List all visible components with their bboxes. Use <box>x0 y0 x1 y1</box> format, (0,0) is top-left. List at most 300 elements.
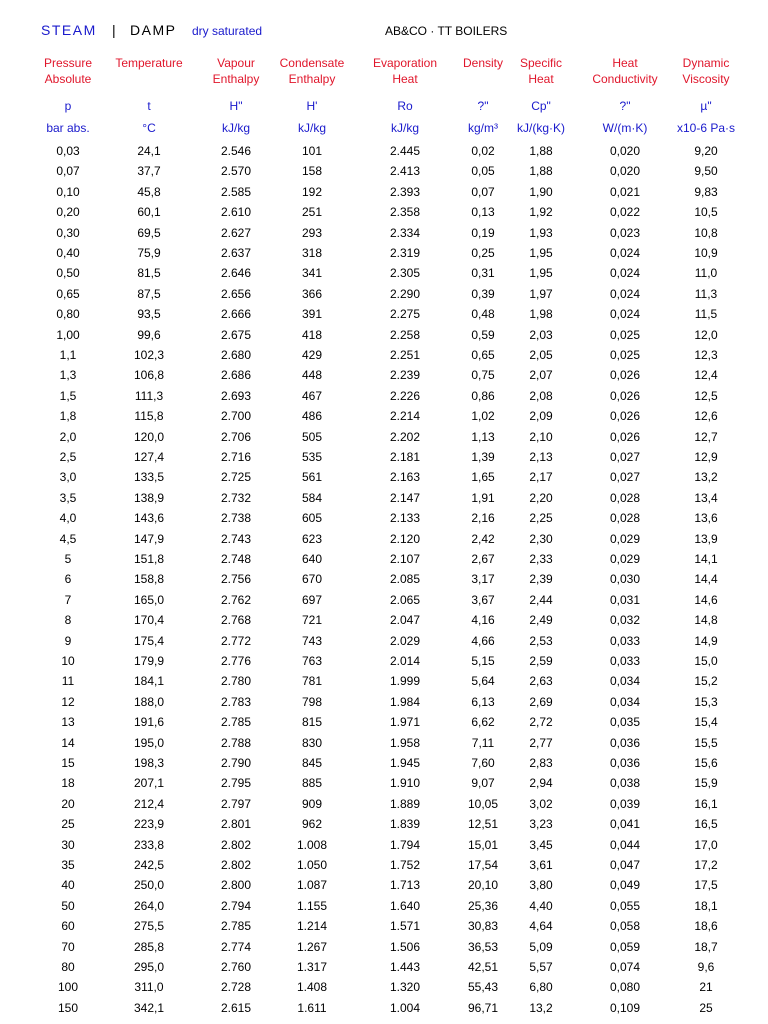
table-cell: 0,033 <box>609 633 641 648</box>
table-cell: 697 <box>301 592 323 607</box>
table-cell: 1,02 <box>471 409 495 424</box>
table-cell: 99,6 <box>137 327 161 342</box>
table-cell: 75,9 <box>137 246 161 260</box>
table-cell: 2.226 <box>389 388 421 403</box>
table-cell: 0,40 <box>56 246 80 260</box>
table-cell: 184,1 <box>133 674 165 689</box>
table-cell: 2,77 <box>529 735 553 750</box>
column-symbol: ?" <box>619 99 631 113</box>
table-cell: 0,029 <box>609 552 641 566</box>
table-cell: 10,5 <box>694 205 718 220</box>
table-cell: 0,65 <box>56 286 80 301</box>
table-cell: 2,72 <box>529 715 553 730</box>
table-cell: 17,54 <box>467 858 499 872</box>
table-cell: 0,029 <box>609 531 641 546</box>
table-cell: 0,026 <box>609 368 641 383</box>
table-cell: 2,08 <box>529 388 553 403</box>
table-cell: 2.788 <box>220 735 252 750</box>
table-cell: 12,4 <box>694 368 718 383</box>
table-cell: 151,8 <box>133 552 165 566</box>
table-cell: 0,50 <box>56 266 80 281</box>
table-cell: 115,8 <box>134 409 164 424</box>
table-cell: 1.320 <box>389 980 421 995</box>
table-cell: 318 <box>301 246 323 260</box>
table-cell: 1.640 <box>389 898 421 913</box>
table-cell: 2.776 <box>220 654 252 668</box>
title-damp: DAMP <box>130 22 177 38</box>
table-cell: 3,67 <box>471 592 495 607</box>
table-cell: 2.738 <box>220 511 252 526</box>
table-cell: 0,032 <box>609 613 641 628</box>
table-cell: 0,022 <box>609 205 641 220</box>
table-cell: 133,5 <box>133 470 165 485</box>
table-cell: 1.794 <box>389 837 421 852</box>
table-cell: 18,6 <box>694 919 718 934</box>
table-cell: 1.317 <box>296 960 328 974</box>
table-cell: 10,9 <box>694 246 718 260</box>
table-cell: 35 <box>61 858 75 872</box>
table-cell: 0,19 <box>471 225 495 240</box>
table-cell: 150 <box>57 1000 79 1015</box>
table-cell: 12,51 <box>467 817 499 832</box>
table-cell: 1,90 <box>529 184 553 199</box>
table-cell: 3,0 <box>59 470 77 485</box>
table-cell: 2,33 <box>529 552 553 566</box>
table-cell: 223,9 <box>133 817 165 832</box>
table-cell: 16,1 <box>694 796 718 811</box>
table-cell: 2.627 <box>220 225 252 240</box>
column-unit: kJ/kg <box>390 121 419 135</box>
table-cell: 721 <box>301 613 323 628</box>
table-cell: 15,9 <box>694 776 718 791</box>
table-cell: 0,30 <box>56 225 80 240</box>
table-cell: 0,027 <box>609 470 641 485</box>
table-cell: 13,4 <box>694 490 718 505</box>
table-cell: 15,01 <box>467 837 499 852</box>
table-cell: 2.413 <box>389 164 421 179</box>
table-cell: 13,2 <box>529 1000 553 1015</box>
table-cell: 2.275 <box>389 307 421 322</box>
table-cell: 1.611 <box>297 1000 327 1015</box>
table-cell: 0,48 <box>471 307 495 322</box>
table-cell: 0,035 <box>609 715 641 730</box>
table-cell: 191,6 <box>133 715 165 730</box>
table-cell: 2.774 <box>220 939 252 954</box>
table-cell: 4,0 <box>59 511 77 526</box>
table-cell: 0,036 <box>609 735 641 750</box>
table-cell: 535 <box>301 450 323 464</box>
table-cell: 486 <box>301 409 323 424</box>
table-cell: 2.790 <box>220 756 252 770</box>
table-cell: 0,033 <box>609 654 641 668</box>
table-cell: 605 <box>301 511 323 526</box>
table-cell: 815 <box>301 715 323 730</box>
table-cell: 2.029 <box>389 633 421 648</box>
table-cell: 2,59 <box>529 654 553 668</box>
table-cell: 2.610 <box>220 205 252 220</box>
table-cell: 80 <box>61 960 75 974</box>
table-cell: 0,080 <box>609 980 641 995</box>
column-symbol: µ" <box>700 99 712 113</box>
table-cell: 2.202 <box>389 429 421 444</box>
table-cell: 2,17 <box>529 470 553 485</box>
table-cell: 13,2 <box>694 470 718 485</box>
table-cell: 2.637 <box>220 246 252 260</box>
table-cell: 743 <box>301 633 323 648</box>
table-cell: 212,4 <box>133 796 165 811</box>
table-cell: 2,53 <box>529 633 553 648</box>
table-cell: 0,074 <box>609 960 641 974</box>
table-cell: 885 <box>301 776 323 791</box>
table-cell: 37,7 <box>137 164 161 179</box>
table-cell: 15 <box>61 756 75 770</box>
table-cell: 2.794 <box>220 898 252 913</box>
table-cell: 14,1 <box>694 552 718 566</box>
table-cell: 2.358 <box>389 205 421 220</box>
table-cell: 2.585 <box>220 184 252 199</box>
column-unit: W/(m·K) <box>602 121 648 135</box>
table-cell: 0,030 <box>609 572 641 587</box>
table-cell: 2.251 <box>389 348 421 362</box>
table-cell: 670 <box>301 572 323 587</box>
table-cell: 81,5 <box>137 266 161 281</box>
table-cell: 6,80 <box>529 980 553 995</box>
table-cell: 3,17 <box>471 572 495 587</box>
table-cell: 60,1 <box>137 205 161 220</box>
table-cell: 2.760 <box>220 960 252 974</box>
table-cell: 2,30 <box>529 531 553 546</box>
table-cell: 10 <box>61 654 75 668</box>
table-cell: 242,5 <box>133 858 165 872</box>
table-cell: 30,83 <box>467 919 499 934</box>
table-cell: 2.801 <box>220 817 252 832</box>
table-cell: 2,5 <box>59 450 77 464</box>
table-cell: 0,041 <box>609 817 641 832</box>
table-cell: 111,3 <box>134 388 164 403</box>
table-cell: 6 <box>64 572 72 587</box>
table-cell: 0,31 <box>471 266 495 281</box>
table-cell: 1,95 <box>529 246 553 260</box>
table-cell: 3,80 <box>529 878 553 893</box>
table-cell: 1.752 <box>389 858 421 872</box>
table-cell: 175,4 <box>133 633 165 648</box>
table-cell: 9 <box>64 633 72 648</box>
table-cell: 96,71 <box>467 1000 499 1015</box>
table-cell: 2.700 <box>220 409 252 424</box>
table-cell: 1,3 <box>59 368 77 383</box>
column-unit: kJ/(kg·K) <box>517 121 565 135</box>
table-cell: 12,5 <box>694 388 718 403</box>
table-cell: 1.408 <box>296 980 328 995</box>
table-cell: 505 <box>301 429 323 444</box>
table-cell: 2.120 <box>389 531 421 546</box>
table-cell: 20 <box>61 796 75 811</box>
column-symbol: Ro <box>397 99 413 113</box>
table-cell: 195,0 <box>133 735 165 750</box>
column-symbol: H' <box>306 99 318 113</box>
table-cell: 158 <box>301 164 323 179</box>
table-cell: 275,5 <box>133 919 165 934</box>
table-cell: 0,039 <box>609 796 641 811</box>
column-header: Evaporation Heat <box>372 56 438 86</box>
table-cell: 1,00 <box>56 327 80 342</box>
table-cell: 18,7 <box>694 939 718 954</box>
table-cell: 0,021 <box>609 184 641 199</box>
table-cell: 2,20 <box>529 490 553 505</box>
table-cell: 584 <box>301 490 323 505</box>
table-cell: 311,0 <box>134 980 164 995</box>
table-cell: 2.725 <box>220 470 252 485</box>
table-cell: 2.147 <box>389 490 421 505</box>
table-cell: 2.783 <box>220 694 252 709</box>
table-cell: 3,5 <box>59 490 77 505</box>
table-cell: 3,23 <box>529 817 553 832</box>
table-cell: 293 <box>301 225 323 240</box>
table-cell: 0,13 <box>471 205 495 220</box>
table-cell: 1,91 <box>471 490 495 505</box>
table-cell: 830 <box>301 735 323 750</box>
table-cell: 0,025 <box>609 327 641 342</box>
table-cell: 2.570 <box>220 164 252 179</box>
table-cell: 233,8 <box>133 837 165 852</box>
table-cell: 0,25 <box>471 246 495 260</box>
table-cell: 2,0 <box>59 429 77 444</box>
table-cell: 2.795 <box>220 776 252 791</box>
table-cell: 5,15 <box>471 654 495 668</box>
table-cell: 14,6 <box>694 592 718 607</box>
table-cell: 1.945 <box>389 756 421 770</box>
table-cell: 2.133 <box>389 511 421 526</box>
column-header: Heat Conductivity <box>592 56 658 86</box>
table-cell: 2.656 <box>220 286 252 301</box>
table-cell: 0,031 <box>609 592 641 607</box>
table-cell: 11,0 <box>694 266 718 281</box>
table-cell: 2.047 <box>389 613 421 628</box>
table-cell: 11 <box>61 674 75 689</box>
table-cell: 11,5 <box>694 307 718 322</box>
table-cell: 147,9 <box>133 531 165 546</box>
table-cell: 295,0 <box>133 960 165 974</box>
table-cell: 1.958 <box>389 735 421 750</box>
table-cell: 2.675 <box>220 327 252 342</box>
table-cell: 0,034 <box>609 694 641 709</box>
table-cell: 1,5 <box>59 388 77 403</box>
table-cell: 15,2 <box>694 674 718 689</box>
table-cell: 207,1 <box>133 776 165 791</box>
table-cell: 2.762 <box>220 592 252 607</box>
table-cell: 17,5 <box>694 878 718 893</box>
table-cell: 1,88 <box>529 164 553 179</box>
table-cell: 12 <box>61 694 75 709</box>
table-cell: 15,0 <box>694 654 718 668</box>
table-cell: 640 <box>301 552 323 566</box>
table-cell: 1,8 <box>59 409 77 424</box>
table-cell: 15,5 <box>694 735 718 750</box>
table-cell: 2.014 <box>389 654 421 668</box>
table-cell: 0,027 <box>609 450 641 464</box>
table-cell: 763 <box>301 654 323 668</box>
table-cell: 12,6 <box>694 409 718 424</box>
table-cell: 70 <box>61 939 75 954</box>
table-cell: 55,43 <box>467 980 499 995</box>
table-cell: 45,8 <box>137 184 161 199</box>
table-cell: 2.693 <box>220 388 252 403</box>
table-cell: 18,1 <box>694 898 718 913</box>
table-cell: 2.716 <box>220 450 252 464</box>
table-cell: 143,6 <box>133 511 165 526</box>
table-cell: 448 <box>301 368 323 383</box>
table-cell: 0,03 <box>56 144 80 158</box>
table-cell: 2,94 <box>529 776 553 791</box>
table-cell: 2.768 <box>220 613 252 628</box>
column-header: Vapour Enthalpy <box>212 56 260 86</box>
table-cell: 7,11 <box>471 735 495 750</box>
table-cell: 127,4 <box>133 450 165 464</box>
table-cell: 2.239 <box>389 368 421 383</box>
table-cell: 0,20 <box>56 205 80 220</box>
table-cell: 5,64 <box>471 674 495 689</box>
table-cell: 13,9 <box>694 531 718 546</box>
table-cell: 9,83 <box>694 184 718 199</box>
table-cell: 2.319 <box>389 246 421 260</box>
table-cell: 36,53 <box>467 939 499 954</box>
table-cell: 2.615 <box>220 1000 252 1015</box>
table-cell: 2.393 <box>389 184 421 199</box>
table-cell: 1.713 <box>389 878 421 893</box>
table-cell: 0,05 <box>471 164 495 179</box>
table-cell: 1,93 <box>529 225 553 240</box>
table-cell: 0,59 <box>471 327 495 342</box>
table-cell: 0,023 <box>609 225 641 240</box>
table-cell: 2.743 <box>220 531 252 546</box>
table-cell: 2.772 <box>220 633 252 648</box>
table-cell: 2.732 <box>220 490 252 505</box>
table-cell: 2,05 <box>529 348 553 362</box>
table-cell: 4,5 <box>59 531 77 546</box>
table-cell: 0,044 <box>609 837 641 852</box>
table-cell: 1.889 <box>389 796 421 811</box>
table-cell: 2.706 <box>220 429 252 444</box>
table-cell: 25 <box>699 1000 713 1015</box>
title-bar <box>0 0 768 44</box>
table-cell: 962 <box>301 817 323 832</box>
table-cell: 366 <box>301 286 323 301</box>
table-cell: 2,69 <box>529 694 553 709</box>
table-cell: 5,09 <box>529 939 553 954</box>
column-header: Pressure Absolute <box>43 56 93 86</box>
table-cell: 7 <box>64 592 72 607</box>
table-cell: 2.748 <box>220 552 252 566</box>
table-cell: 93,5 <box>137 307 161 322</box>
table-cell: 0,028 <box>609 490 641 505</box>
table-cell: 0,39 <box>471 286 495 301</box>
table-cell: 30 <box>61 837 75 852</box>
table-cell: 0,02 <box>471 144 495 158</box>
table-cell: 0,025 <box>609 348 641 362</box>
table-cell: 781 <box>301 674 323 689</box>
table-cell: 20,10 <box>467 878 499 893</box>
table-cell: 342,1 <box>133 1000 165 1015</box>
table-cell: 1,98 <box>529 307 553 322</box>
table-cell: 0,055 <box>609 898 641 913</box>
table-cell: 2.305 <box>389 266 421 281</box>
table-cell: 1.050 <box>296 858 328 872</box>
column-unit: bar abs. <box>46 121 90 135</box>
table-cell: 21 <box>699 980 713 995</box>
table-cell: 2.181 <box>389 450 421 464</box>
table-cell: 467 <box>301 388 323 403</box>
table-cell: 0,024 <box>609 266 641 281</box>
table-cell: 2,16 <box>471 511 495 526</box>
table-cell: 1.443 <box>389 960 421 974</box>
table-cell: 11,3 <box>694 286 718 301</box>
table-cell: 1,65 <box>471 470 495 485</box>
table-cell: 12,0 <box>694 327 718 342</box>
table-cell: 6,13 <box>471 694 495 709</box>
table-cell: 15,4 <box>694 715 718 730</box>
table-cell: 12,3 <box>694 348 718 362</box>
table-cell: 0,024 <box>609 286 641 301</box>
table-cell: 1.004 <box>389 1000 421 1015</box>
table-cell: 14,9 <box>694 633 718 648</box>
table-cell: 845 <box>301 756 323 770</box>
table-cell: 285,8 <box>133 939 165 954</box>
table-cell: 2.085 <box>389 572 421 587</box>
table-cell: 87,5 <box>137 286 161 301</box>
table-cell: 0,10 <box>56 184 80 199</box>
title-subtitle: dry saturated <box>192 24 263 38</box>
table-cell: 2,03 <box>529 327 553 342</box>
table-cell: 250,0 <box>133 878 165 893</box>
table-cell: 1.506 <box>389 939 421 954</box>
table-cell: 0,059 <box>609 939 641 954</box>
table-cell: 13 <box>61 715 75 730</box>
column-symbol: t <box>147 99 151 113</box>
table-cell: 2,25 <box>529 511 553 526</box>
table-cell: 1.155 <box>296 898 328 913</box>
table-cell: 8 <box>64 613 72 628</box>
table-cell: 5 <box>64 552 72 566</box>
table-cell: 2,49 <box>529 613 553 628</box>
table-cell: 1.910 <box>389 776 421 791</box>
table-cell: 2,09 <box>529 409 553 424</box>
table-cell: 2,10 <box>529 429 553 444</box>
table-cell: 16,5 <box>694 817 718 832</box>
table-cell: 2,83 <box>529 756 553 770</box>
column-unit: x10-6 Pa·s <box>676 121 736 135</box>
table-cell: 2.214 <box>389 409 421 424</box>
table-cell: 2.802 <box>220 837 252 852</box>
table-cell: 2,67 <box>471 552 495 566</box>
table-cell: 0,109 <box>609 1000 641 1015</box>
table-cell: 1.267 <box>296 939 328 954</box>
table-cell: 0,024 <box>609 307 641 322</box>
table-cell: 17,0 <box>694 837 718 852</box>
column-header: Specific Heat <box>519 56 563 86</box>
table-cell: 17,2 <box>694 858 718 872</box>
table-cell: 188,0 <box>133 694 165 709</box>
table-cell: 2,44 <box>529 592 553 607</box>
table-cell: 9,6 <box>697 960 715 974</box>
table-cell: 14,8 <box>694 613 718 628</box>
table-cell: 9,07 <box>471 776 495 791</box>
table-cell: 3,61 <box>529 858 553 872</box>
table-cell: 2.785 <box>220 715 252 730</box>
table-cell: 10,05 <box>467 796 499 811</box>
table-cell: 341 <box>301 266 323 281</box>
table-cell: 0,026 <box>609 429 641 444</box>
table-cell: 0,07 <box>471 184 495 199</box>
